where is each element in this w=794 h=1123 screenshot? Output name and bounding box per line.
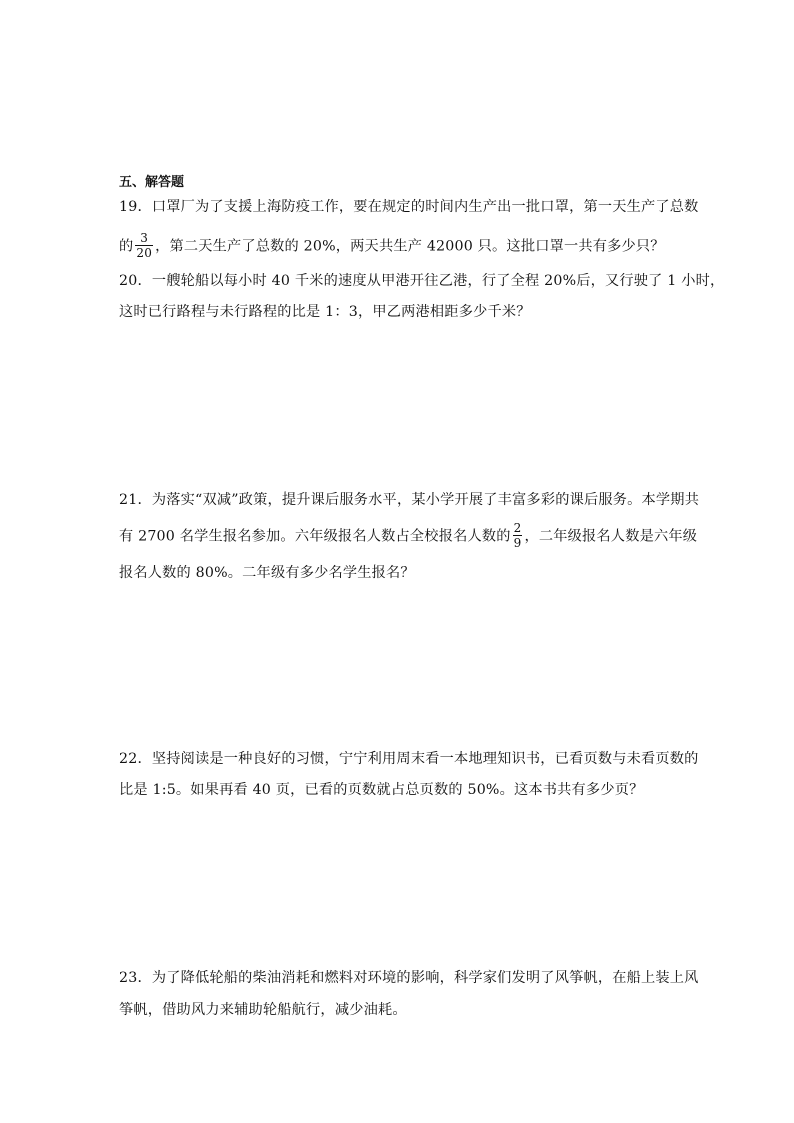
q19-fraction-denominator: 20 — [136, 246, 153, 260]
q20-line-2: 这时已行路程与未行路程的比是 1：3，甲乙两港相距多少千米？ — [119, 304, 531, 320]
q23-line-1: 23．为了降低轮船的柴油消耗和燃料对环境的影响，科学家们发明了风筝帆，在船上装上风 — [119, 970, 699, 986]
q22-line-2: 比是 1:5。如果再看 40 页，已看的页数就占总页数的 50%。这本书共有多少页？ — [119, 782, 644, 798]
q21-line-1: 21．为落实“双减”政策，提升课后服务水平，某小学开展了丰富多彩的课后服务。本学期共 — [119, 492, 700, 508]
q21-line-2 — [119, 522, 697, 551]
q19-fraction-numerator: 3 — [140, 231, 149, 245]
q19-line-1: 19．口罩厂为了支援上海防疫工作，要在规定的时间内生产出一批口罩，第一天生产了总数 — [119, 199, 699, 215]
section-title: 五、解答题 — [119, 175, 185, 190]
q21-fraction-numerator: 2 — [513, 521, 522, 535]
q19-line-2-pre: 的 — [119, 238, 134, 255]
q21-line-2-pre: 有 2700 名学生报名参加。六年级报名人数占全校报名人数的 — [119, 528, 511, 545]
q20-line-1: 20．一艘轮船以每小时 40 千米的速度从甲港开往乙港，行了全程 20%后，又行驶了 1 小时， — [119, 273, 725, 289]
q21-line-3: 报名人数的 80%。二年级有多少名学生报名？ — [119, 565, 415, 581]
q21-fraction — [513, 521, 523, 550]
q19-line-2-post: ，第二天生产了总数的 20%，两天共生产 42000 只。这批口罩一共有多少只？ — [155, 238, 665, 255]
q23-line-2: 筝帆，借助风力来辅助轮船航行，减少油耗。 — [119, 1002, 407, 1018]
q19-line-2 — [119, 232, 665, 261]
q21-fraction-denominator: 9 — [513, 536, 522, 550]
q19-fraction — [135, 231, 153, 260]
q21-line-2-post: ，二年级报名人数是六年级 — [524, 528, 698, 545]
q22-line-1: 22．坚持阅读是一种良好的习惯，宁宁利用周末看一本地理知识书，已看页数与未看页数的 — [119, 751, 699, 767]
